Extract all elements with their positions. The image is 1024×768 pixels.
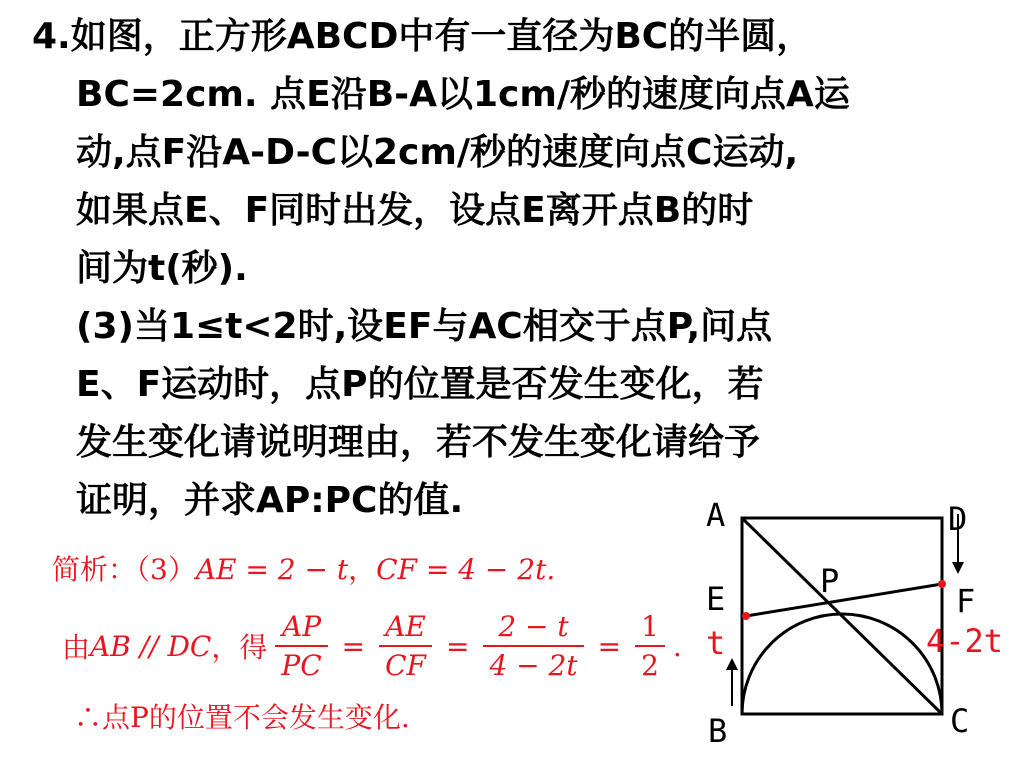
fraction-numerator: AP <box>281 610 322 643</box>
fraction-denominator: PC <box>281 649 322 682</box>
diagonal-ac <box>742 518 942 714</box>
fraction-ae-cf <box>379 610 432 682</box>
equals-sign: = <box>445 629 470 663</box>
equals-sign: = <box>597 629 622 663</box>
problem-line-8: 发生变化请说明理由，若不发生变化请给予 <box>76 422 761 463</box>
problem-statement <box>32 8 992 530</box>
fraction-t-expression <box>483 610 583 682</box>
semicircle-bc <box>742 614 942 714</box>
cf-expression: CF = 4 − 2t. <box>376 553 556 586</box>
problem-line-6: (3)当1≤t<2时,设EF与AC相交于点P,问点 <box>76 306 773 347</box>
solution-line-3: ∴点P的位置不会发生变化. <box>74 701 410 734</box>
by-label: 由 <box>62 631 91 664</box>
period: . <box>672 629 682 663</box>
fraction-denominator: 2 <box>641 649 659 682</box>
separator: ， <box>348 553 377 586</box>
label-c: C <box>950 702 970 740</box>
problem-line-5: 间为t(秒). <box>76 248 248 289</box>
equals-sign: = <box>341 629 366 663</box>
label-f: F <box>956 582 976 620</box>
fraction-numerator: AE <box>385 610 426 643</box>
fraction-denominator: 4 − 2t <box>489 649 578 682</box>
label-b: B <box>708 712 728 750</box>
get-label: ，得 <box>211 631 268 664</box>
label-p: P <box>820 562 840 600</box>
solution-line-2 <box>62 610 682 682</box>
segment-ef <box>746 584 942 616</box>
fraction-numerator: 2 − t <box>498 610 569 643</box>
label-t: t <box>706 624 726 662</box>
solution-prefix: 简析：（3） <box>52 553 196 586</box>
solution-line-1 <box>52 548 555 588</box>
geometry-figure <box>690 490 1020 760</box>
problem-line-2: BC=2cm. 点E沿B-A以1cm/秒的速度向点A运 <box>76 74 850 115</box>
ae-expression: AE = 2 − t <box>195 553 349 586</box>
problem-line-1: 4.如图，正方形ABCD中有一直径为BC的半圆， <box>32 16 813 57</box>
label-a: A <box>706 496 726 534</box>
point-f-dot <box>938 580 946 588</box>
label-d: D <box>948 500 968 538</box>
problem-line-9: 证明，并求AP:PC的值. <box>76 480 464 521</box>
parallel-statement: AB // DC <box>90 629 212 663</box>
fraction-numerator: 1 <box>641 610 659 643</box>
problem-line-4: 如果点E、F同时出发，设点E离开点B的时 <box>76 190 754 231</box>
arrow-up-icon <box>726 658 738 670</box>
problem-line-3: 动,点F沿A-D-C以2cm/秒的速度向点C运动, <box>76 132 799 173</box>
label-e: E <box>706 580 726 618</box>
fraction-one-half <box>635 610 665 682</box>
point-e-dot <box>742 612 750 620</box>
label-4-minus-2t: 4-2t <box>926 622 1004 660</box>
fraction-denominator: CF <box>385 649 426 682</box>
problem-line-7: E、F运动时，点P的位置是否发生变化，若 <box>76 364 764 405</box>
fraction-ap-pc <box>275 610 327 682</box>
arrow-down-icon <box>952 562 964 574</box>
